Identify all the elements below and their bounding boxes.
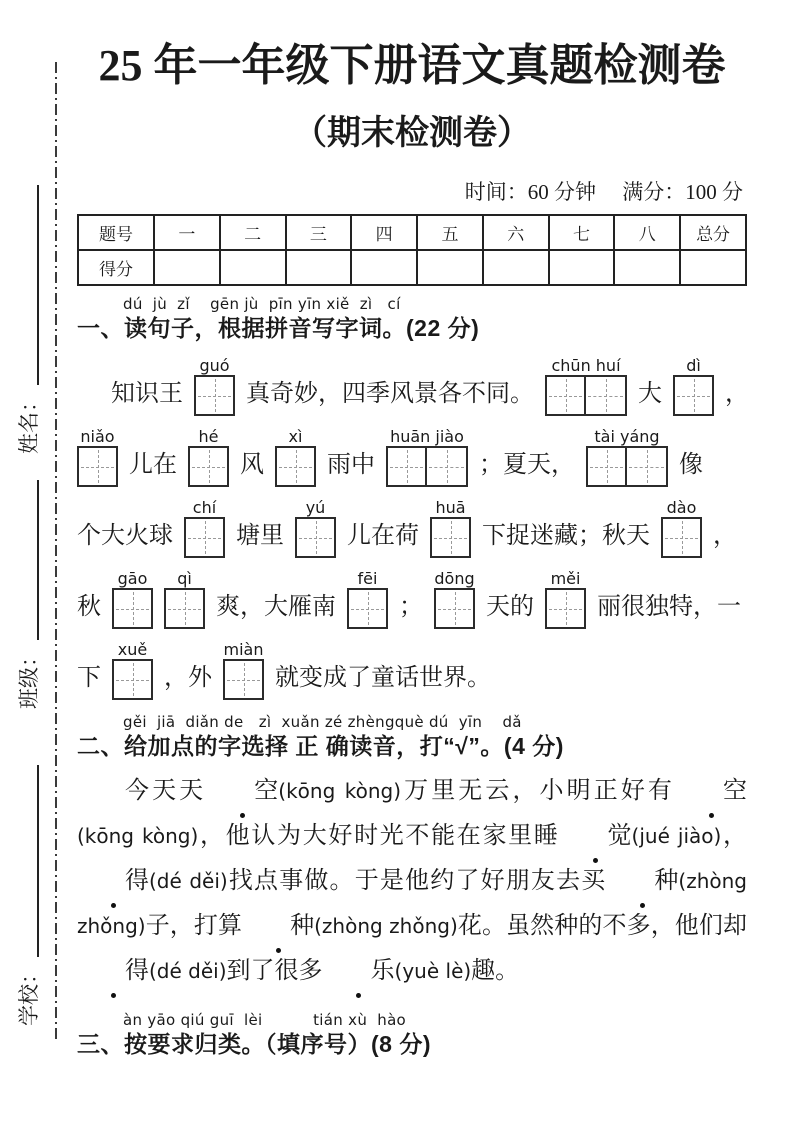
- pinyin-label: miàn: [223, 640, 264, 659]
- sentence-text: 塘里: [236, 523, 284, 549]
- sentence-text: ；: [399, 594, 423, 620]
- section-two-title: 二、给加点的字选择 正 确读音，打“√”。(4 分): [77, 733, 564, 759]
- pinyin-choice: (yuè lè): [394, 959, 472, 983]
- writing-box: [112, 659, 153, 700]
- dotted-char: 得: [77, 949, 149, 994]
- score-cell: [680, 250, 746, 285]
- passage-text: 找点事做。于是他约了好朋友去买: [227, 868, 607, 894]
- section-three-pinyin: àn yāo qiú guī lèi tián xù hào: [123, 1011, 407, 1029]
- pinyin-label: dào: [666, 498, 697, 517]
- writing-boxes: [386, 446, 468, 487]
- score-table: [77, 214, 747, 286]
- sidebar-label-name: 姓名：: [17, 391, 41, 454]
- writing-box-group: [188, 428, 229, 487]
- pinyin-label: yú: [305, 498, 326, 517]
- pinyin-label: hé: [198, 427, 219, 446]
- writing-box-group: [661, 499, 702, 558]
- dotted-char: 得: [77, 859, 149, 904]
- writing-boxes: [661, 517, 702, 558]
- passage-text: 花。虽然种的不多，他们却: [457, 913, 748, 939]
- writing-box: [386, 446, 427, 487]
- fill-in-line: [77, 345, 747, 416]
- pinyin-label: tài yáng: [594, 427, 660, 446]
- section-two-pinyin: gěi jiā diǎn de zì xuǎn zé zhèngquè dú yīn dǎ: [123, 713, 522, 731]
- section-one-pinyin: dú jù zǐ gēn jù pīn yīn xiě zì cí: [123, 295, 401, 313]
- sentence-text: 丽很独特，一: [597, 594, 741, 620]
- writing-boxes: [275, 446, 316, 487]
- writing-boxes: [673, 375, 714, 416]
- score-table-header-cell: 四: [351, 215, 417, 250]
- pinyin-label: dōng: [434, 569, 475, 588]
- paper-subtitle: （期末检测卷）: [293, 115, 531, 152]
- writing-boxes: [194, 375, 235, 416]
- writing-box: [627, 446, 668, 487]
- student-info-rail: [12, 132, 46, 1042]
- writing-box: [427, 446, 468, 487]
- score-table-header-cell: 一: [154, 215, 220, 250]
- section-two: [77, 714, 747, 994]
- writing-boxes: [295, 517, 336, 558]
- score-table-header-row: [78, 215, 746, 250]
- writing-boxes: [586, 446, 668, 487]
- writing-boxes: [545, 588, 586, 629]
- pinyin-choice: (kōng kòng): [77, 824, 199, 848]
- score-cell: [286, 250, 352, 285]
- sentence-text: 下捉迷藏；秋天: [482, 523, 650, 549]
- sentence-text: 风: [240, 452, 264, 478]
- pinyin-label: chí: [192, 498, 217, 517]
- writing-box-group: [112, 641, 153, 700]
- reading-passage: [77, 769, 747, 994]
- time-and-score-meta: 时间：60 分钟 满分：100 分: [464, 180, 743, 204]
- writing-box: [77, 446, 118, 487]
- writing-box: [223, 659, 264, 700]
- writing-box-group: [673, 357, 714, 416]
- score-table-header-cell: 五: [417, 215, 483, 250]
- passage-text: ，: [721, 823, 748, 849]
- score-cell: [351, 250, 417, 285]
- score-table-header-cell: 总分: [680, 215, 746, 250]
- fill-in-line: [77, 416, 747, 487]
- fill-in-area: [77, 345, 747, 700]
- writing-boxes: [112, 659, 153, 700]
- section-one: [77, 296, 747, 700]
- pinyin-label: gāo: [117, 569, 148, 588]
- sidebar-label-school: 学校：: [17, 963, 41, 1026]
- score-cell: [154, 250, 220, 285]
- writing-boxes: [77, 446, 118, 487]
- writing-boxes: [347, 588, 388, 629]
- writing-box-group: [386, 428, 468, 487]
- paper-title: 25 年一年级下册语文真题检测卷: [98, 41, 726, 90]
- sidebar-blank-class: [37, 480, 39, 640]
- pinyin-label: niǎo: [80, 427, 115, 446]
- pinyin-label: huān jiào: [390, 427, 464, 446]
- pinyin-choice: (jué jiào): [631, 824, 722, 848]
- sentence-text: 秋: [77, 594, 101, 620]
- writing-box: [586, 446, 627, 487]
- passage-text: 子，打算: [145, 913, 243, 939]
- writing-box: [295, 517, 336, 558]
- pinyin-choice: (zhòng zhǒng): [77, 869, 748, 938]
- sentence-text: ；夏天，: [479, 452, 575, 478]
- pinyin-choice: (dé děi): [149, 959, 227, 983]
- section-three: [77, 1012, 747, 1059]
- score-cell: [417, 250, 483, 285]
- writing-boxes: [545, 375, 627, 416]
- score-cell: [483, 250, 549, 285]
- writing-box: [661, 517, 702, 558]
- section-three-title: 三、按要求归类。（填序号）(8 分): [77, 1031, 431, 1057]
- writing-box: [586, 375, 627, 416]
- score-table-header-cell: 八: [614, 215, 680, 250]
- writing-box: [275, 446, 316, 487]
- writing-boxes: [434, 588, 475, 629]
- pinyin-choice: (kōng kòng): [278, 779, 402, 803]
- writing-box-group: [347, 570, 388, 629]
- writing-box: [430, 517, 471, 558]
- fill-in-line: [77, 629, 747, 700]
- sidebar-blank-school: [37, 765, 39, 957]
- dotted-char: 种: [606, 859, 678, 904]
- paper-body: [77, 38, 747, 1059]
- sidebar-field-name: [14, 185, 44, 454]
- score-table-header-cell: 二: [220, 215, 286, 250]
- dotted-char: 乐: [323, 949, 395, 994]
- score-cell: [549, 250, 615, 285]
- fill-in-line: [77, 487, 747, 558]
- sentence-text: 儿在: [129, 452, 177, 478]
- sentence-text: ，: [713, 523, 737, 549]
- passage-text: 今天天: [125, 778, 207, 804]
- writing-box-group: [184, 499, 225, 558]
- writing-box-group: [430, 499, 471, 558]
- sentence-text: 大: [638, 381, 662, 407]
- writing-box-group: [295, 499, 336, 558]
- score-table-header-cell: 三: [286, 215, 352, 250]
- binding-line: [55, 62, 57, 1040]
- writing-boxes: [112, 588, 153, 629]
- score-table-corner-cell: 题号: [78, 215, 154, 250]
- pinyin-label: qì: [177, 569, 192, 588]
- score-table-score-row: [78, 250, 746, 285]
- sidebar-blank-name: [37, 185, 39, 385]
- score-table-header-cell: 六: [483, 215, 549, 250]
- pinyin-label: huā: [435, 498, 466, 517]
- writing-box: [194, 375, 235, 416]
- writing-box: [184, 517, 225, 558]
- writing-box: [673, 375, 714, 416]
- writing-box-group: [77, 428, 118, 487]
- writing-box: [545, 375, 586, 416]
- pinyin-choice: (dé děi): [149, 869, 228, 893]
- dotted-char: 种: [242, 904, 314, 949]
- pinyin-choice: (zhòng zhǒng): [314, 914, 458, 938]
- writing-box-group: [223, 641, 264, 700]
- sentence-text: 真奇妙，四季风景各不同。: [246, 381, 534, 407]
- pinyin-label: chūn huí: [551, 356, 621, 375]
- passage-text: 趣。: [471, 958, 520, 984]
- pinyin-label: xuě: [117, 640, 148, 659]
- writing-box-group: [586, 428, 668, 487]
- dotted-char: 空: [675, 769, 747, 814]
- writing-box: [164, 588, 205, 629]
- sentence-text: 天的: [486, 594, 534, 620]
- writing-box-group: [194, 357, 235, 416]
- writing-box: [545, 588, 586, 629]
- writing-box-group: [434, 570, 475, 629]
- dotted-char: 空: [206, 769, 278, 814]
- sentence-text: 爽，大雁南: [216, 594, 336, 620]
- sentence-text: 就变成了童话世界。: [275, 665, 491, 691]
- sentence-text: 知识王: [111, 381, 183, 407]
- score-table-header-cell: 七: [549, 215, 615, 250]
- writing-box: [347, 588, 388, 629]
- writing-boxes: [430, 517, 471, 558]
- pinyin-label: měi: [550, 569, 581, 588]
- pinyin-label: guó: [199, 356, 230, 375]
- writing-box-group: [164, 570, 205, 629]
- writing-box: [434, 588, 475, 629]
- dotted-char: 觉: [560, 814, 632, 859]
- score-row-label: 得分: [78, 250, 154, 285]
- passage-text: 万里无云，小明正好有: [401, 778, 676, 804]
- sentence-text: 儿在荷: [347, 523, 419, 549]
- sentence-text: ，外: [164, 665, 212, 691]
- writing-box-group: [545, 357, 627, 416]
- sidebar-field-school: [14, 765, 44, 1026]
- writing-boxes: [164, 588, 205, 629]
- writing-box-group: [275, 428, 316, 487]
- passage-text: 到了很多: [226, 958, 323, 984]
- sentence-text: 个大火球: [77, 523, 173, 549]
- section-one-title: 一、读句子，根据拼音写字词。(22 分): [77, 315, 480, 341]
- sidebar-field-class: [14, 480, 44, 709]
- passage-text: ，他认为大好时光不能在家里睡: [198, 823, 560, 849]
- sentence-text: ，: [725, 381, 749, 407]
- pinyin-label: xì: [288, 427, 303, 446]
- writing-boxes: [223, 659, 264, 700]
- pinyin-label: dì: [686, 356, 701, 375]
- score-cell: [220, 250, 286, 285]
- writing-box: [188, 446, 229, 487]
- writing-box: [112, 588, 153, 629]
- fill-in-line: [77, 558, 747, 629]
- sidebar-label-class: 班级：: [17, 646, 41, 709]
- writing-boxes: [184, 517, 225, 558]
- sentence-text: 下: [77, 665, 101, 691]
- score-cell: [614, 250, 680, 285]
- pinyin-label: fēi: [357, 569, 378, 588]
- writing-boxes: [188, 446, 229, 487]
- sentence-text: 雨中: [327, 452, 375, 478]
- writing-box-group: [545, 570, 586, 629]
- sentence-text: 像: [679, 452, 703, 478]
- writing-box-group: [112, 570, 153, 629]
